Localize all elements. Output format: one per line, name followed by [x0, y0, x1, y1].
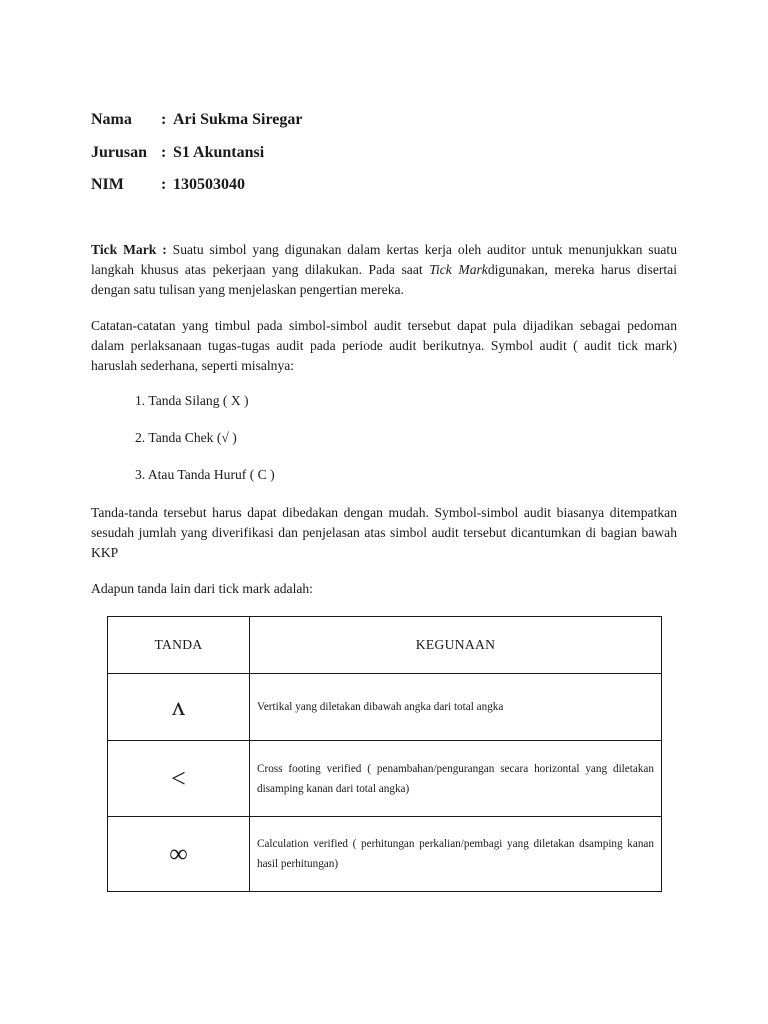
- symbol-list: [135, 391, 275, 502]
- list-item: 3. Atau Tanda Huruf ( C ): [135, 467, 275, 482]
- intro-text-a: Suatu simbol yang digunakan dalam kertas kerja oleh auditor untuk menunjukkan suatu langkah khusus atas pekerjaan yang dilakukan. Pada saat: [91, 242, 677, 277]
- symbol-description: Cross footing verified ( penambahan/pengurangan secara horizontal yang diletakan disamping kanan dari total angka): [250, 741, 662, 817]
- table-row: [108, 674, 662, 741]
- nama-value: Ari Sukma Siregar: [173, 111, 303, 129]
- less-than-symbol: <: [108, 741, 250, 817]
- column-header-tanda: TANDA: [108, 617, 250, 674]
- nama-label: Nama: [91, 111, 132, 129]
- list-item: 2. Tanda Chek (√ ): [135, 430, 237, 445]
- table-row: [108, 741, 662, 817]
- intro-paragraph: [91, 240, 677, 300]
- tick-mark-table: [107, 616, 662, 892]
- jurusan-label: Jurusan: [91, 143, 148, 161]
- nim-value: 130503040: [173, 176, 245, 194]
- placement-paragraph: Tanda-tanda tersebut harus dapat dibedakan dengan mudah. Symbol-simbol audit biasanya ditempatkan sesudah jumlah yang diverifikasi dan penjelasan atas simbol audit tersebut dicantumkan di bagian bawah KKP: [91, 505, 677, 560]
- table-row: [108, 817, 662, 892]
- symbol-description: Vertikal yang diletakan dibawah angka dari total angka: [250, 674, 662, 741]
- other-marks-intro: Adapun tanda lain dari tick mark adalah:: [91, 581, 313, 596]
- intro-term: Tick Mark :: [91, 242, 167, 257]
- separator: :: [161, 143, 167, 161]
- intro-term-italic: Tick Mark: [429, 262, 488, 277]
- student-info: [91, 104, 302, 202]
- separator: :: [161, 111, 167, 129]
- jurusan-row: [91, 137, 302, 170]
- intro-text-b: digunakan, mereka harus disertai dengan satu tulisan yang menjelaskan pengertian mereka.: [91, 262, 677, 297]
- table-header-row: [108, 617, 662, 674]
- infinity-symbol: ∞: [108, 817, 250, 892]
- caret-symbol: ʌ: [108, 674, 250, 741]
- symbol-description: Calculation verified ( perhitungan perkalian/pembagi yang diletakan dsamping kanan hasil perhitungan): [250, 817, 662, 892]
- nama-row: [91, 104, 302, 137]
- nim-label: NIM: [91, 176, 124, 194]
- nim-row: [91, 169, 302, 202]
- separator: :: [161, 176, 167, 194]
- list-item: 1. Tanda Silang ( X ): [135, 393, 249, 408]
- jurusan-value: S1 Akuntansi: [173, 143, 265, 161]
- symbols-paragraph: Catatan-catatan yang timbul pada simbol-simbol audit tersebut dapat pula dijadikan sebagai pedoman dalam perlaksanaan tugas-tugas audit pada periode audit berikutnya. Symbol audit ( audit tick mark) haruslah sederhana, seperti misalnya:: [91, 318, 677, 373]
- column-header-kegunaan: KEGUNAAN: [250, 617, 662, 674]
